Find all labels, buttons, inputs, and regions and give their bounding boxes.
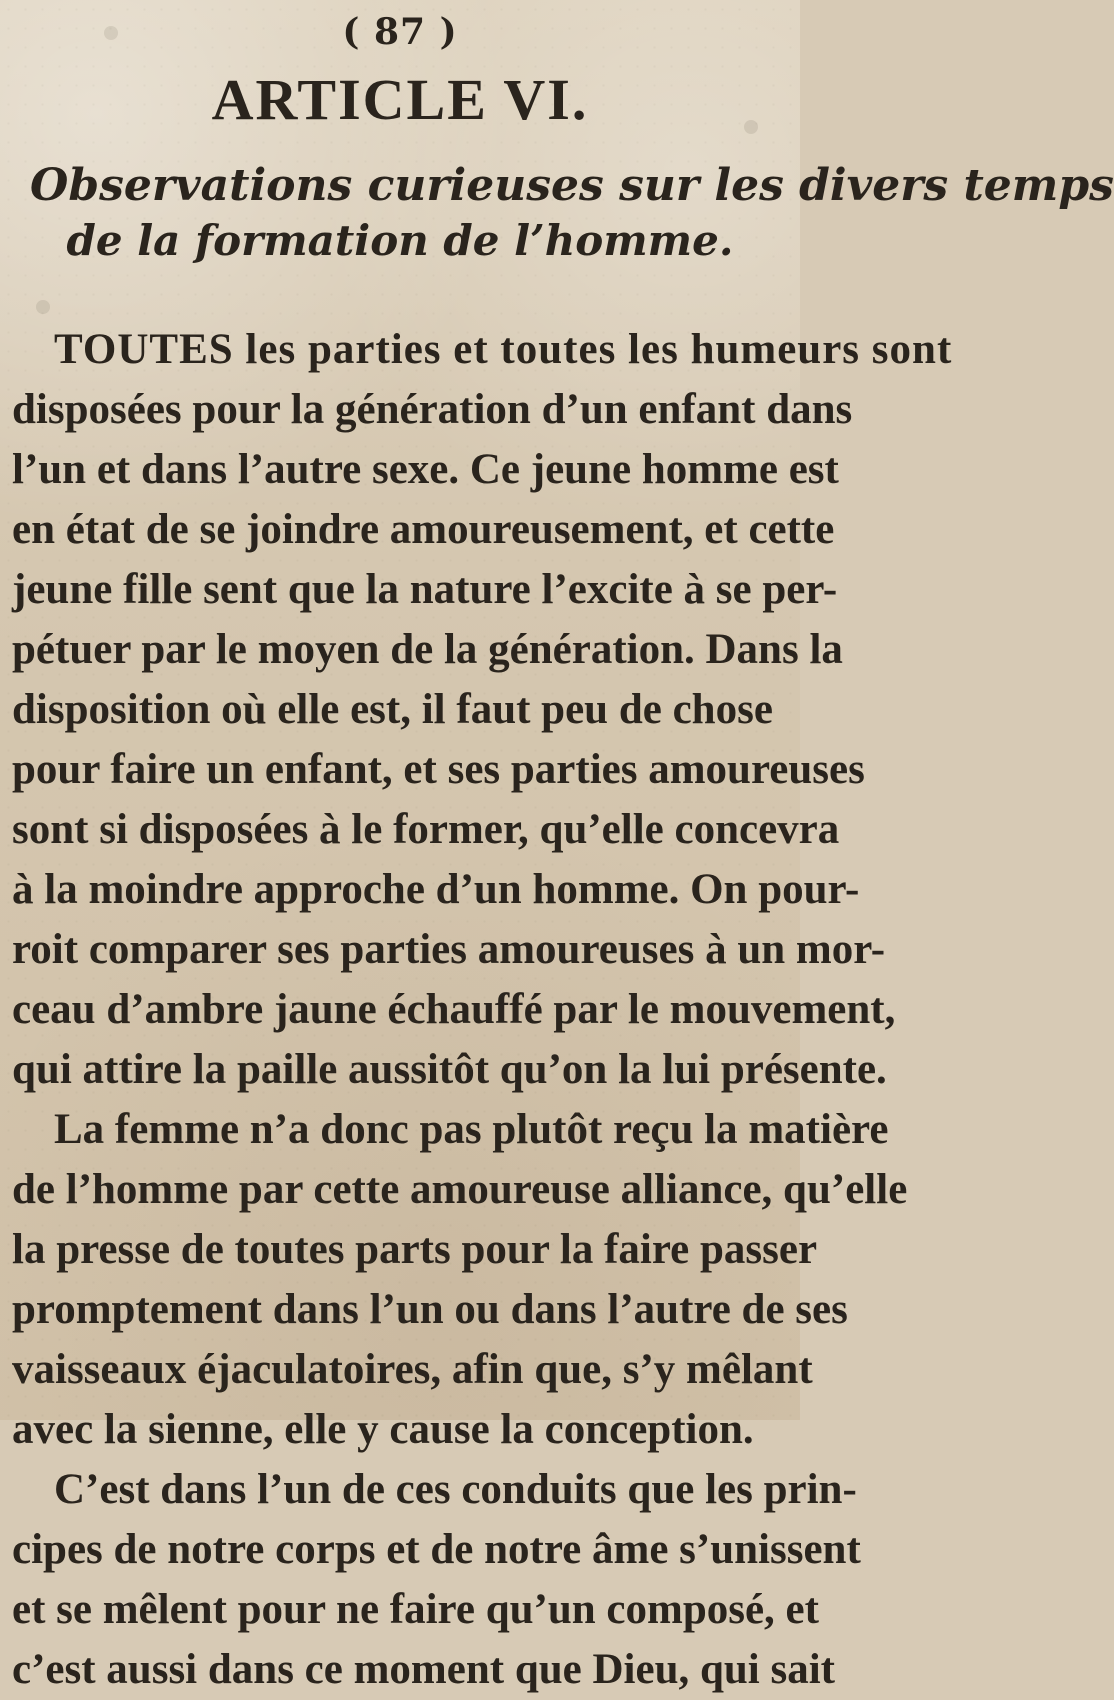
foxing-spot [36, 300, 50, 314]
article-title: ARTICLE VI. [211, 67, 589, 132]
text-line: roit comparer ses parties amoureuses à un mor- [12, 926, 886, 973]
text-line: c’est aussi dans ce moment que Dieu, qui sait [12, 1646, 836, 1693]
text-line: en état de se joindre amoureusement, et cette [12, 506, 835, 553]
text-line: à la moindre approche d’un homme. On pour- [12, 866, 860, 913]
text-line: vaisseaux éjaculatoires, afin que, s’y mêlant [12, 1346, 813, 1393]
text-line: sont si disposées à le former, qu’elle concevra [12, 806, 840, 853]
text-line: pour faire un enfant, et ses parties amoureuses [12, 746, 865, 793]
text-line: qui attire la paille aussitôt qu’on la lui présente. [12, 1046, 887, 1093]
text-line: disposition où elle est, il faut peu de chose [12, 686, 773, 733]
text-line: l’un et dans l’autre sexe. Ce jeune homme est [12, 446, 839, 493]
text-line: cipes de notre corps et de notre âme s’unissent [12, 1526, 861, 1573]
text-line: TOUTES les parties et toutes les humeurs sont [54, 326, 953, 373]
text-line: La femme n’a donc pas plutôt reçu la matière [54, 1106, 889, 1153]
subtitle-line-2: de la formation de l’homme. [66, 216, 734, 265]
text-line: disposées pour la génération d’un enfant dans [12, 386, 853, 433]
text-line: de l’homme par cette amoureuse alliance, qu’elle [12, 1166, 908, 1213]
article-body [12, 320, 953, 1700]
subtitle-line-1: Observations curieuses sur les divers temps [30, 160, 1114, 211]
text-line: pétuer par le moyen de la génération. Dans la [12, 626, 843, 673]
page-number: ( 87 ) [342, 11, 458, 53]
text-line: et se mêlent pour ne faire qu’un composé, et [12, 1586, 819, 1633]
text-line: jeune fille sent que la nature l’excite à se per- [12, 566, 838, 613]
text-line: avec la sienne, elle y cause la conception. [12, 1406, 754, 1453]
text-line: C’est dans l’un de ces conduits que les prin- [54, 1466, 857, 1513]
text-line: la presse de toutes parts pour la faire passer [12, 1226, 818, 1273]
text-line: ceau d’ambre jaune échauffé par le mouvement, [12, 986, 896, 1033]
text-line: promptement dans l’un ou dans l’autre de ses [12, 1286, 848, 1333]
